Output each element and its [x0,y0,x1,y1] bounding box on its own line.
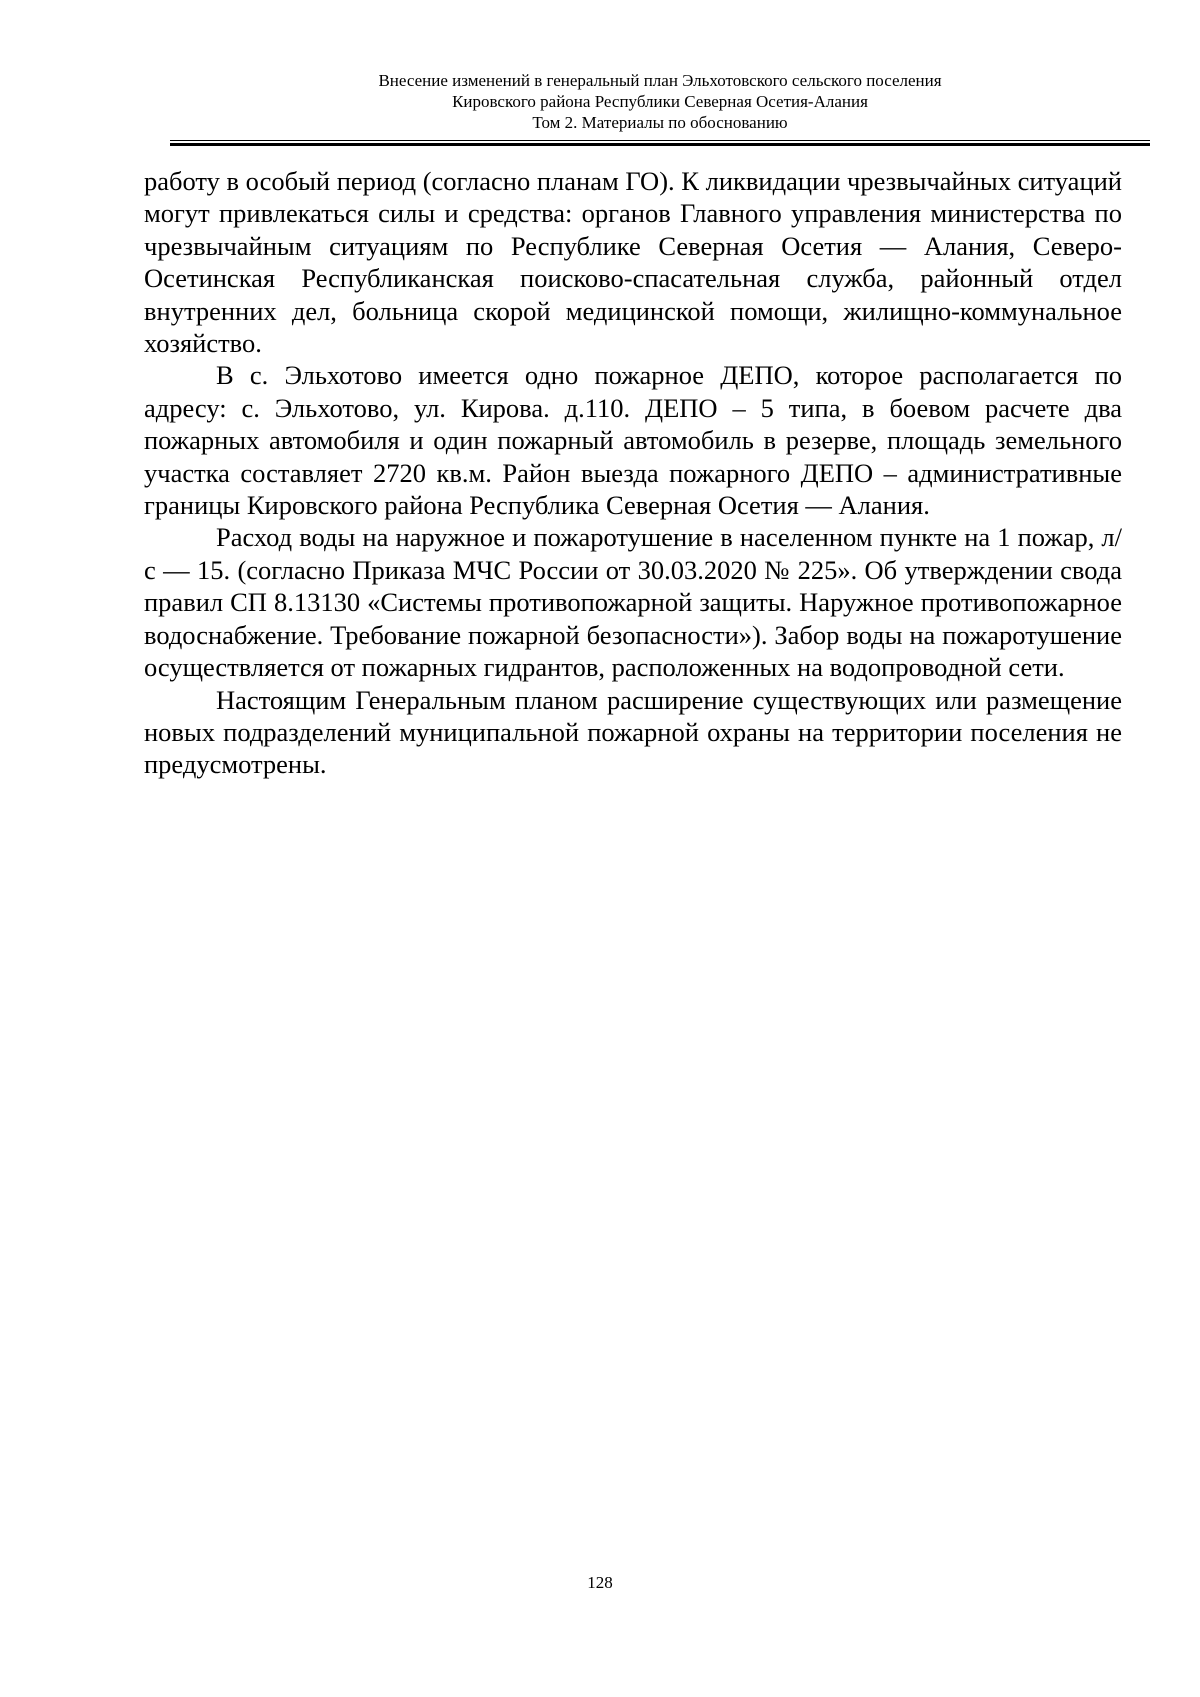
paragraph-fire-depot: В с. Эльхотово имеется одно пожарное ДЕПО, которое располагается по адресу: с. Эльхотово, ул. Кирова. д.110. ДЕПО – 5 типа, в боевом расчете два пожарных автомобиля и один пожарный автомобиль в резерве, площадь земельного участка составляет 2720 кв.м. Район выезда пожарного ДЕПО – административные границы Кировского района Республика Северная Осетия — Алания. [144,360,1122,521]
paragraph-continuation: работу в особый период (согласно планам ГО). К ликвидации чрезвычайных ситуаций могут привлекаться силы и средства: органов Главного управления министерства по чрезвычайным ситуациям по Республике Северная Осетия — Алания, Северо-Осетинская Республиканская поисково-спасательная служба, районный отдел внутренних дел, больница скорой медицинской помощи, жилищно-коммунальное хозяйство. [144,166,1122,359]
header-line-3: Том 2. Материалы по обоснованию [532,113,788,132]
page-number: 128 [587,1573,613,1592]
header-rule-thick [170,143,1150,146]
page-header [170,70,1150,133]
paragraph-water-consumption: Расход воды на наружное и пожаротушение в населенном пункте на 1 пожар, л/с — 15. (согласно Приказа МЧС России от 30.03.2020 № 225». Об утверждении свода правил СП 8.13130 «Системы противопожарной защиты. Наружное противопожарное водоснабжение. Требование пожарной безопасности»). Забор воды на пожаротушение осуществляется от пожарных гидрантов, расположенных на водопроводной сети. [144,522,1122,683]
header-rule-thin [170,140,1150,141]
header-double-rule [170,140,1150,147]
header-line-1: Внесение изменений в генеральный план Эльхотовского сельского поселения [378,71,942,90]
body-text [144,165,1122,781]
paragraph-general-plan: Настоящим Генеральным планом расширение существующих или размещение новых подразделений муниципальной пожарной охраны на территории поселения не предусмотрены. [144,684,1122,780]
header-line-2: Кировского района Республики Северная Осетия-Алания [452,92,868,111]
